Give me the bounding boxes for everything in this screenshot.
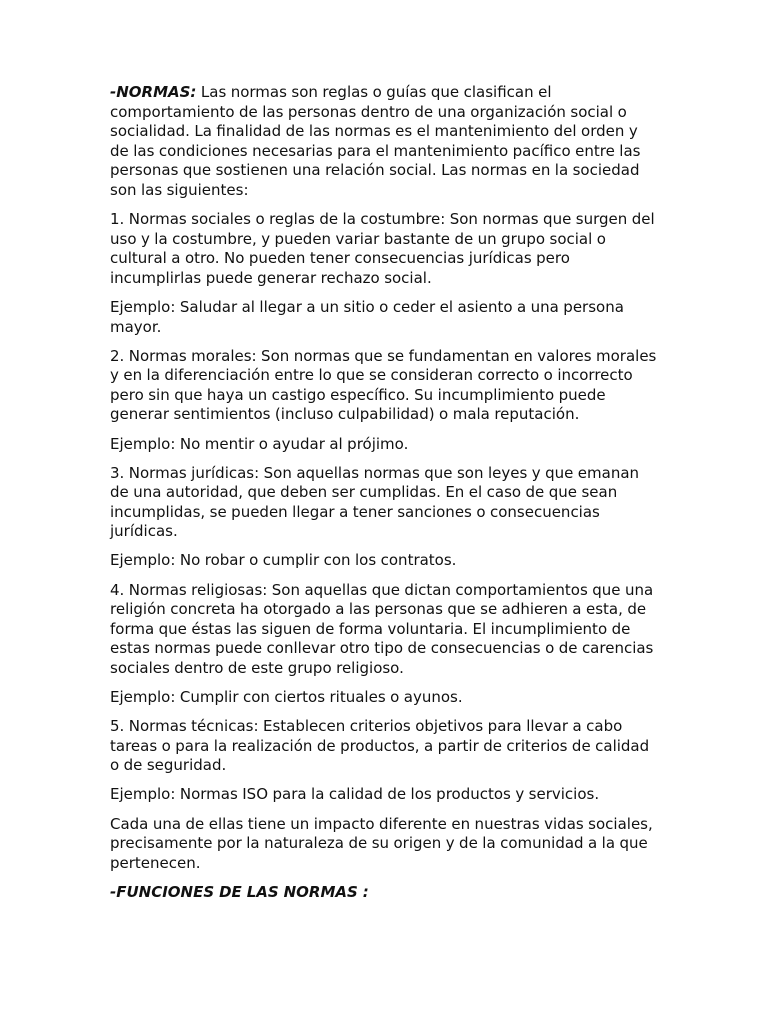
intro-text: Las normas son reglas o guías que clasifican el comportamiento de las personas dentro de una organización social o socialidad. La finalidad de las normas es el mantenimiento del orden y de las condiciones necesarias para el mantenimiento pacífico entre las personas que sostienen una relación social. Las normas en la sociedad son las siguientes: <box>110 83 641 199</box>
paragraph-conclusion: Cada una de ellas tiene un impacto diferente en nuestras vidas sociales, precisamente por la naturaleza de su origen y de la comunidad a la que pertenecen. <box>110 814 653 872</box>
intro-paragraph <box>110 83 660 201</box>
paragraph-ejemplo-sociales: Ejemplo: Saludar al llegar a un sitio o ceder el asiento a una persona mayor. <box>110 297 624 336</box>
paragraph-normas-morales: 2. Normas morales: Son normas que se fundamentan en valores morales y en la diferenciación entre lo que se consideran correcto o incorrecto pero sin que haya un castigo específico. Su incumplimiento puede generar sentimientos (incluso culpabilidad) o mala reputación. <box>110 346 657 424</box>
paragraph-ejemplo-juridicas: Ejemplo: No robar o cumplir con los contratos. <box>110 551 457 570</box>
paragraph-normas-religiosas: 4. Normas religiosas: Son aquellas que dictan comportamientos que una religión concreta ha otorgado a las personas que se adhieren a esta, de forma que éstas las siguen de forma voluntaria. El incumplimiento de estas normas puede conllevar otro tipo de consecuencias o de carencias sociales dentro de este grupo religioso. <box>110 580 654 677</box>
paragraph-normas-juridicas: 3. Normas jurídicas: Son aquellas normas que son leyes y que emanan de una autoridad, que deben ser cumplidas. En el caso de que sean incumplidas, se pueden llegar a tener sanciones o consecuencias jurídicas. <box>110 463 640 541</box>
paragraph-ejemplo-morales: Ejemplo: No mentir o ayudar al prójimo. <box>110 434 409 453</box>
paragraph-normas-tecnicas: 5. Normas técnicas: Establecen criterios objetivos para llevar a cabo tareas o para la realización de productos, a partir de criterios de calidad o de seguridad. <box>110 717 650 775</box>
funciones-heading: -FUNCIONES DE LAS NORMAS : <box>110 882 369 901</box>
paragraph-normas-sociales: 1. Normas sociales o reglas de la costumbre: Son normas que surgen del uso y la costumbre, y pueden variar bastante de un grupo social o cultural a otro. No pueden tener consecuencias jurídicas pero incumplirlas puede generar rechazo social. <box>110 210 655 287</box>
document-page <box>110 83 660 912</box>
paragraph-ejemplo-tecnicas: Ejemplo: Normas ISO para la calidad de los productos y servicios. <box>110 785 600 804</box>
normas-label: -NORMAS: <box>110 83 197 101</box>
paragraph-ejemplo-religiosas: Ejemplo: Cumplir con ciertos rituales o ayunos. <box>110 688 463 707</box>
